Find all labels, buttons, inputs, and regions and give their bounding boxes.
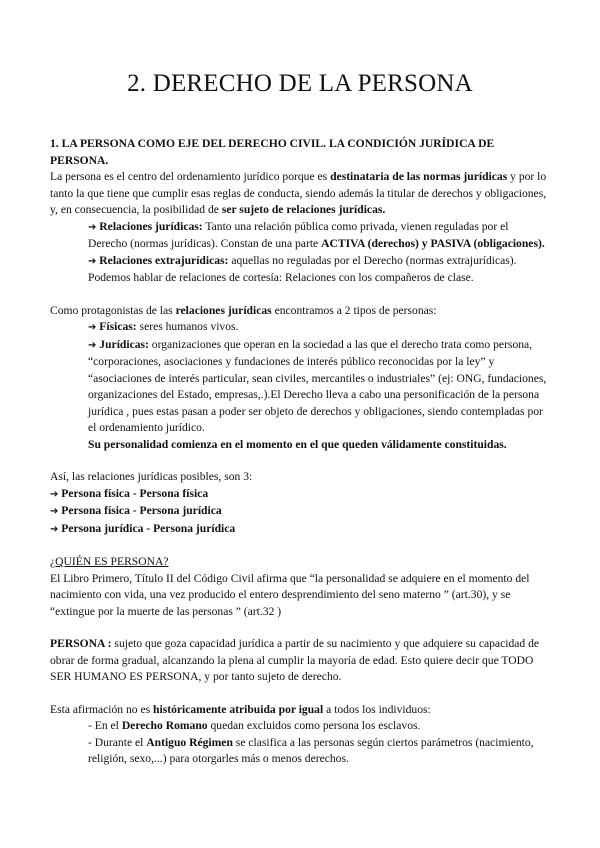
bold-span: PERSONA : [50,637,112,650]
text-span: encontramos a 2 tipos de personas: [271,303,437,317]
bold-span: Físicas: [99,320,137,333]
spacer [50,686,550,702]
bold-span: Derecho Romano [121,719,208,732]
bold-span: Persona física - Persona jurídica [61,504,222,517]
text-span: a todos los individuos: [323,702,431,716]
bold-span: Relaciones extrajurídicas: [99,253,229,267]
arrow-icon: ➔ [88,339,97,351]
bullet-relaciones-extrajuridicas [50,253,550,287]
section-heading: 1. LA PERSONA COMO EJE DEL DERECHO CIVIL. LA CONDICIÓN JURÍDICA DE PERSONA. [50,137,495,167]
text-span: Como protagonistas de las [50,303,176,317]
text-span: - En el [88,719,122,732]
bold-span: Antiguo Régimen [146,735,233,749]
quien-paragraph: El Libro Primero, Título II del Código Civil afirma que “la personalidad se adquiere en el momento del nacimiento con vida, una vez producido el entero desprendimiento del seno materno ” (art.30), y se “extingue por la muerte de las personas ” (art.32 ) [50,571,530,618]
arrow-icon: ➔ [50,506,59,517]
spacer [50,287,550,303]
persona-definition [50,636,550,686]
arrow-icon: ➔ [88,322,97,333]
bold-span: Persona física - Persona física [61,486,209,500]
arrow-icon: ➔ [50,523,59,535]
bold-span: ser sujeto de relaciones jurídicas. [221,203,386,216]
bold-span: relaciones jurídicas [175,303,272,317]
arrow-icon: ➔ [50,488,59,500]
bullet-juridicas [50,337,550,437]
quien-heading: ¿QUIÉN ES PERSONA? [50,555,169,568]
text-span: y por lo tanto la que tiene que cumplir esas reglas de conducta, siendo además la titular de derechos y obligaciones, y, en consecuencia, la posibilidad de [50,170,547,216]
list-item [50,718,550,735]
list-item [50,521,550,539]
page-title: 2. DERECHO DE LA PERSONA [127,70,473,97]
bold-span: Jurídicas: [99,337,149,351]
text-span: La persona es el centro del ordenamiento jurídico porque es [50,170,331,183]
posibles-intro: Así, las relaciones jurídicas posibles, son 3: [50,470,253,483]
bold-span: Relaciones jurídicas: [99,219,203,233]
spacer [50,538,550,554]
list-item [50,486,550,504]
bold-span: destinataria de las normas jurídicas [330,170,508,183]
bold-span: Su personalidad comienza en el momento en el que queden válidamente constituidas. [88,437,507,451]
spacer [50,620,550,636]
text-span: seres humanos vivos. [136,320,239,333]
list-item [50,735,550,768]
arrow-icon: ➔ [88,221,97,233]
bold-span: históricamente atribuida por igual [153,702,324,716]
text-span: Tanto una relación pública como privada, vienen reguladas por el Derecho (normas jurídicas). Constan de una parte [88,219,509,250]
spacer [50,453,550,469]
text-span: quedan excluidos como persona los esclavos. [207,719,421,732]
bold-span: Persona jurídica - Persona jurídica [61,521,236,535]
bullet-fisicas [50,319,550,337]
bullet-relaciones-juridicas [50,219,550,253]
juridicas-bold-line [50,437,550,454]
arrow-icon: ➔ [88,255,97,267]
text-span: aquellas no reguladas por el Derecho (normas extrajurídicas). Podemos hablar de relaciones de cortesía: Relaciones con los compañeros de clase. [88,253,517,284]
protagonistas-paragraph [50,303,550,320]
afirmacion-paragraph [50,702,550,719]
text-span: sujeto que goza capacidad jurídica a partir de su nacimiento y que adquiere su capacidad de obrar de forma gradual, alcanzando la plena al cumplir la mayoría de edad. Esto quiere decir que TODO SER HUMANO ES PERSONA, y por tanto sujeto de derecho. [50,637,540,683]
list-item [50,503,550,521]
text-span: organizaciones que operan en la sociedad a las que el derecho trata como persona, “corporaciones, asociaciones y fundaciones de interés público reconocidas por la ley” y “asociaciones de interés particular, sean civiles, mercantiles o industriales” (ej: ONG, fundaciones, organizaciones del Estado, empresas,.).El Derecho lleva a cabo una personificación de la persona jurídica , pues estas pasan a poder ser objeto de derechos y obligaciones, siendo contempladas por el ordenamiento jurídico. [88,337,547,434]
text-span: - Durante el [88,735,147,749]
bold-span: ACTIVA (derechos) y PASIVA (obligaciones). [321,237,545,250]
intro-paragraph [50,169,550,219]
text-span: Esta afirmación no es [50,702,154,716]
text-span: se clasifica a las personas según ciertos parámetros (nacimiento, religión, sexo,...) para otorgarles más o menos derechos. [88,735,534,765]
